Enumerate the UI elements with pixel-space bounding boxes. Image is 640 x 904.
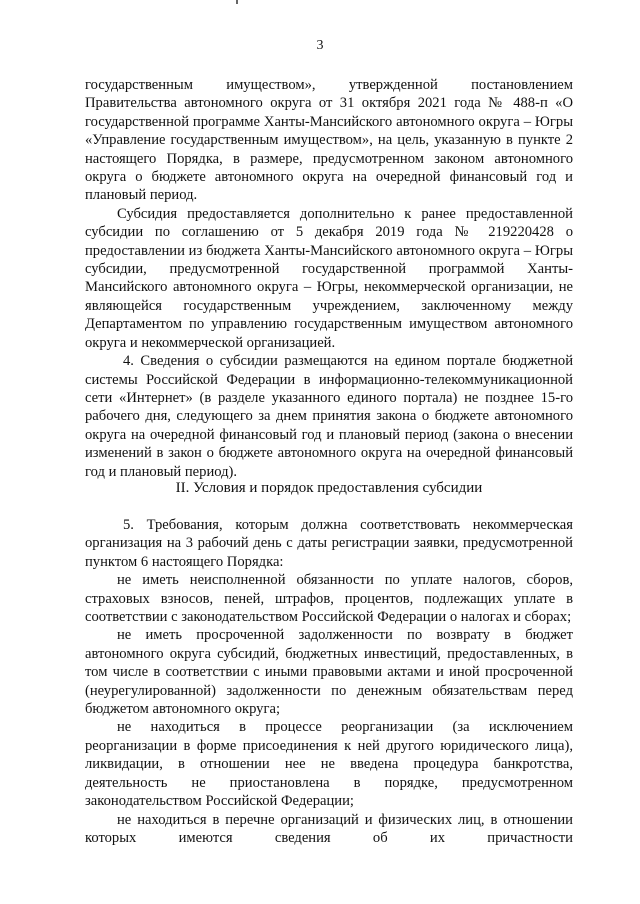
requirement-item: не иметь неисполненной обязанности по уплате налогов, сборов, страховых взносов, пеней, штрафов, процентов, подлежащих уплате в соответствии с законодательством Российской Федерации о налогах и сборах; bbox=[85, 572, 573, 626]
body-text-bottom bbox=[85, 516, 573, 847]
section-heading: II. Условия и порядок предоставления субсидии bbox=[175, 480, 483, 496]
scan-mark bbox=[236, 0, 238, 4]
paragraph-continuation: государственным имуществом», утвержденной постановлением Правительства автономного округа от 31 октября 2021 года № 488-п «О государственной программе Ханты-Мансийского автономного округа – Югры «Управление государственным имуществом», на цель, указанную в пункте 2 настоящего Порядка, в размере, предусмотренном законом автономного округа о бюджете автономного округа на очередной финансовый год и плановый период. bbox=[85, 77, 573, 204]
body-text-top bbox=[85, 76, 573, 481]
requirement-item: не находиться в процессе реорганизации (за исключением реорганизации в форме присоединения к ней другого юридического лица), ликвидации, в отношении нее не введена процедура банкротства, деятельность не приостановлена в порядке, предусмотренном законодательством Российской Федерации; bbox=[85, 719, 573, 810]
page-number: 3 bbox=[316, 38, 324, 53]
paragraph-subsidy-additional: Субсидия предоставляется дополнительно к ранее предоставленной субсидии по соглашению от 5 декабря 2019 года № 219220428 о предоставлении из бюджета Ханты-Мансийского автономного округа – Югры субсидии, предусмотренной государственной программой Ханты-Мансийского автономного округа – Югры, некоммерческой организации, не являющейся государственным учреждением, заключенному между Департаментом по управлению государственным имуществом автономного округа и некоммерческой организацией. bbox=[85, 205, 573, 351]
paragraph-item-5: 5. Требования, которым должна соответствовать некоммерческая организация на 3 рабочий день с даты регистрации заявки, предусмотренной пунктом 6 настоящего Порядка: bbox=[85, 517, 573, 570]
paragraph-item-4: 4. Сведения о субсидии размещаются на едином портале бюджетной системы Российской Федерации в информационно-телекоммуникационной сети «Интернет» (в разделе указанного единого портала) не позднее 15-го рабочего дня, следующего за днем принятия закона о бюджете автономного округа на очередной финансовый год и плановый период (закона о внесении изменений в закон о бюджете автономного округа на очередной финансовый год и плановый период). bbox=[85, 353, 573, 480]
requirement-item: не иметь просроченной задолженности по возврату в бюджет автономного округа субсидий, бюджетных инвестиций, предоставленных, в том числе в соответствии с иными правовыми актами и иной просроченной (неурегулированной) задолженности по денежным обязательствам перед бюджетом автономного округа; bbox=[85, 627, 573, 718]
requirement-item: не находиться в перечне организаций и физических лиц, в отношении которых имеются сведения об их причастности bbox=[85, 811, 573, 846]
